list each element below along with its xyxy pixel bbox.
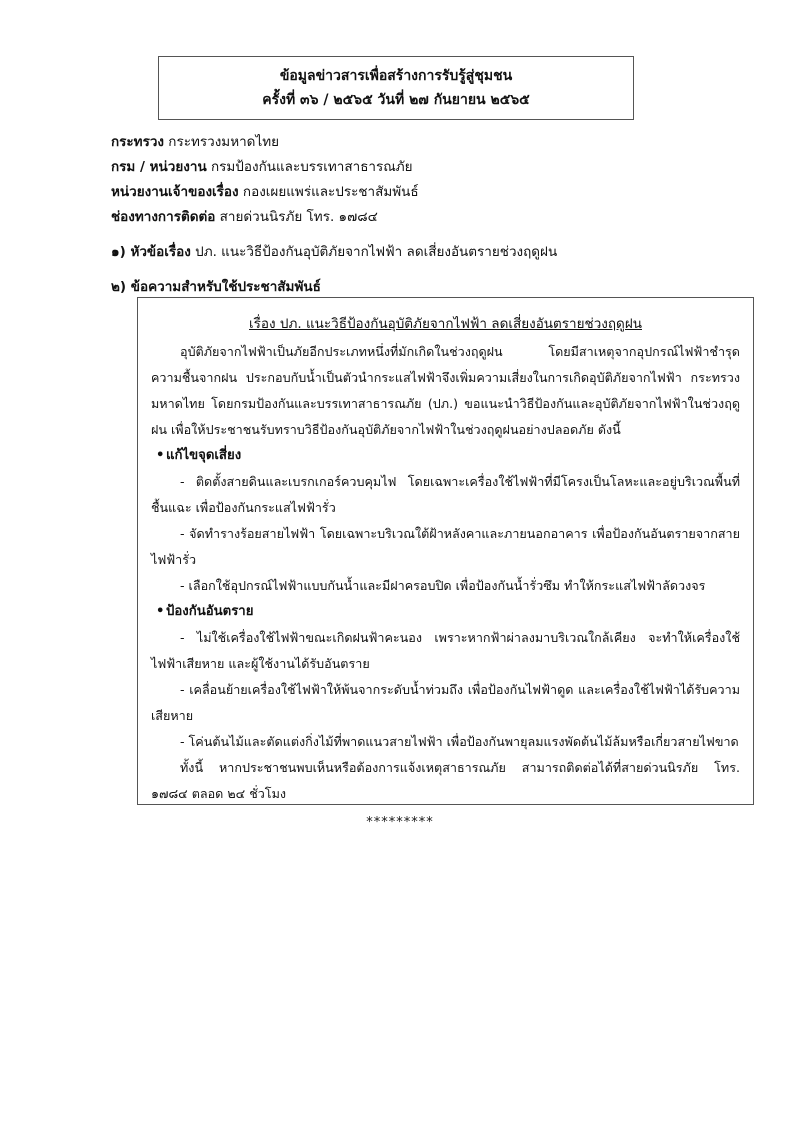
- pr-content-box: [137, 297, 754, 805]
- meta-ministry-label: กระทรวง: [111, 134, 164, 150]
- list-item: - เคลื่อนย้ายเครื่องใช้ไฟฟ้าให้พ้นจากระดับน้ำท่วมถึง เพื่อป้องกันไฟฟ้าดูด และเครื่องใช้ไฟฟ้าได้รับความเสียหาย: [151, 682, 740, 723]
- meta-ministry-value: กระทรวงมหาดไทย: [168, 134, 280, 150]
- end-of-document-mark: *********: [366, 815, 434, 830]
- header-title: ข้อมูลข่าวสารเพื่อสร้างการรับรู้สู่ชุมชน: [279, 68, 513, 84]
- section-topic-value: ปภ. แนะวิธีป้องกันอุบัติภัยจากไฟฟ้า ลดเสี่ยงอันตรายช่วงฤดูฝน: [195, 244, 558, 260]
- section-pr-message: [111, 275, 321, 297]
- meta-owner-unit-label: หน่วยงานเจ้าของเรื่อง: [111, 184, 239, 200]
- section-topic-label: ๑) หัวข้อเรื่อง: [111, 244, 191, 260]
- meta-owner-unit-value: กองเผยแพร่และประชาสัมพันธ์: [242, 184, 419, 200]
- meta-contact-value: สายด่วนนิรภัย โทร. ๑๗๘๔: [219, 209, 378, 225]
- header-box: [158, 56, 634, 120]
- group-heading-prevent-danger: • ป้องกันอันตราย: [151, 599, 740, 625]
- list-item: - ติดตั้งสายดินและเบรกเกอร์ควบคุมไฟ โดยเฉพาะเครื่องใช้ไฟฟ้าที่มีโครงเป็นโลหะและอยู่บริเวณพื้นที่ชื้นแฉะ เพื่อป้องกันกระแสไฟฟ้ารั่ว: [151, 474, 740, 515]
- meta-department-value: กรมป้องกันและบรรเทาสาธารณภัย: [210, 159, 413, 175]
- meta-ministry: [111, 132, 279, 152]
- meta-department-label: กรม / หน่วยงาน: [111, 159, 207, 175]
- list-item: - ไม่ใช้เครื่องใช้ไฟฟ้าขณะเกิดฝนฟ้าคะนอง เพราะหากฟ้าผ่าลงมาบริเวณใกล้เคียง จะทำให้เครื่องใช้ไฟฟ้าเสียหาย และผู้ใช้งานได้รับอันตราย: [151, 630, 740, 671]
- list-item: - เลือกใช้อุปกรณ์ไฟฟ้าแบบกันน้ำและมีฝาครอบปิด เพื่อป้องกันน้ำรั่วซึม ทำให้กระแสไฟฟ้าลัดวงจร: [180, 578, 706, 593]
- list-item: - โค่นต้นไม้และตัดแต่งกิ่งไม้ที่พาดแนวสายไฟฟ้า เพื่อป้องกันพายุลมแรงพัดต้นไม้ล้มหรือเกี่ยวสายไฟขาด: [180, 734, 739, 749]
- list-item: - จัดทำรางร้อยสายไฟฟ้า โดยเฉพาะบริเวณใต้ฝ้าหลังคาและภายนอกอาคาร เพื่อป้องกันอันตรายจากสายไฟฟ้ารั่ว: [151, 526, 740, 567]
- section-pr-label: ๒) ข้อความสำหรับใช้ประชาสัมพันธ์: [111, 279, 321, 295]
- story-intro: อุบัติภัยจากไฟฟ้าเป็นภัยอีกประเภทหนึ่งที่มักเกิดในช่วงฤดูฝน โดยมีสาเหตุจากอุปกรณ์ไฟฟ้าชำรุด ความชื้นจากฝน ประกอบกับน้ำเป็นตัวนำกระแสไฟฟ้าจึงเพิ่มความเสี่ยงในการเกิดอุบัติภัยจากไฟฟ้า กระทรวงมหาดไทย โดยกรมป้องกันและบรรเทาสาธารณภัย (ปภ.) ขอแนะนำวิธีป้องกันและอุบัติภัยจากไฟฟ้าในช่วงฤดูฝน เพื่อให้ประชาชนรับทราบวิธีป้องกันอุบัติภัยจากไฟฟ้าในช่วงฤดูฝนอย่างปลอดภัย ดังนี้: [151, 344, 740, 437]
- header-issue-date: ครั้งที่ ๓๖ / ๒๕๖๕ วันที่ ๒๗ กันยายน ๒๕๖๕: [262, 92, 530, 108]
- meta-owner-unit: [111, 182, 419, 202]
- section-topic: [111, 240, 557, 262]
- bullet-icon: •: [156, 448, 165, 463]
- story-closing: ทั้งนี้ หากประชาชนพบเห็นหรือต้องการแจ้งเหตุสาธารณภัย สามารถติดต่อได้ที่สายด่วนนิรภัย โทร. ๑๗๘๔ ตลอด ๒๔ ชั่วโมง: [151, 760, 740, 801]
- bullet-icon: •: [156, 604, 165, 619]
- meta-department: [111, 157, 413, 177]
- story-title: เรื่อง ปภ. แนะวิธีป้องกันอุบัติภัยจากไฟฟ้า ลดเสี่ยงอันตรายช่วงฤดูฝน: [249, 316, 642, 332]
- meta-contact: [111, 207, 378, 227]
- meta-contact-label: ช่องทางการติดต่อ: [111, 209, 216, 225]
- group-heading-risk-points: • แก้ไขจุดเสี่ยง: [151, 443, 740, 469]
